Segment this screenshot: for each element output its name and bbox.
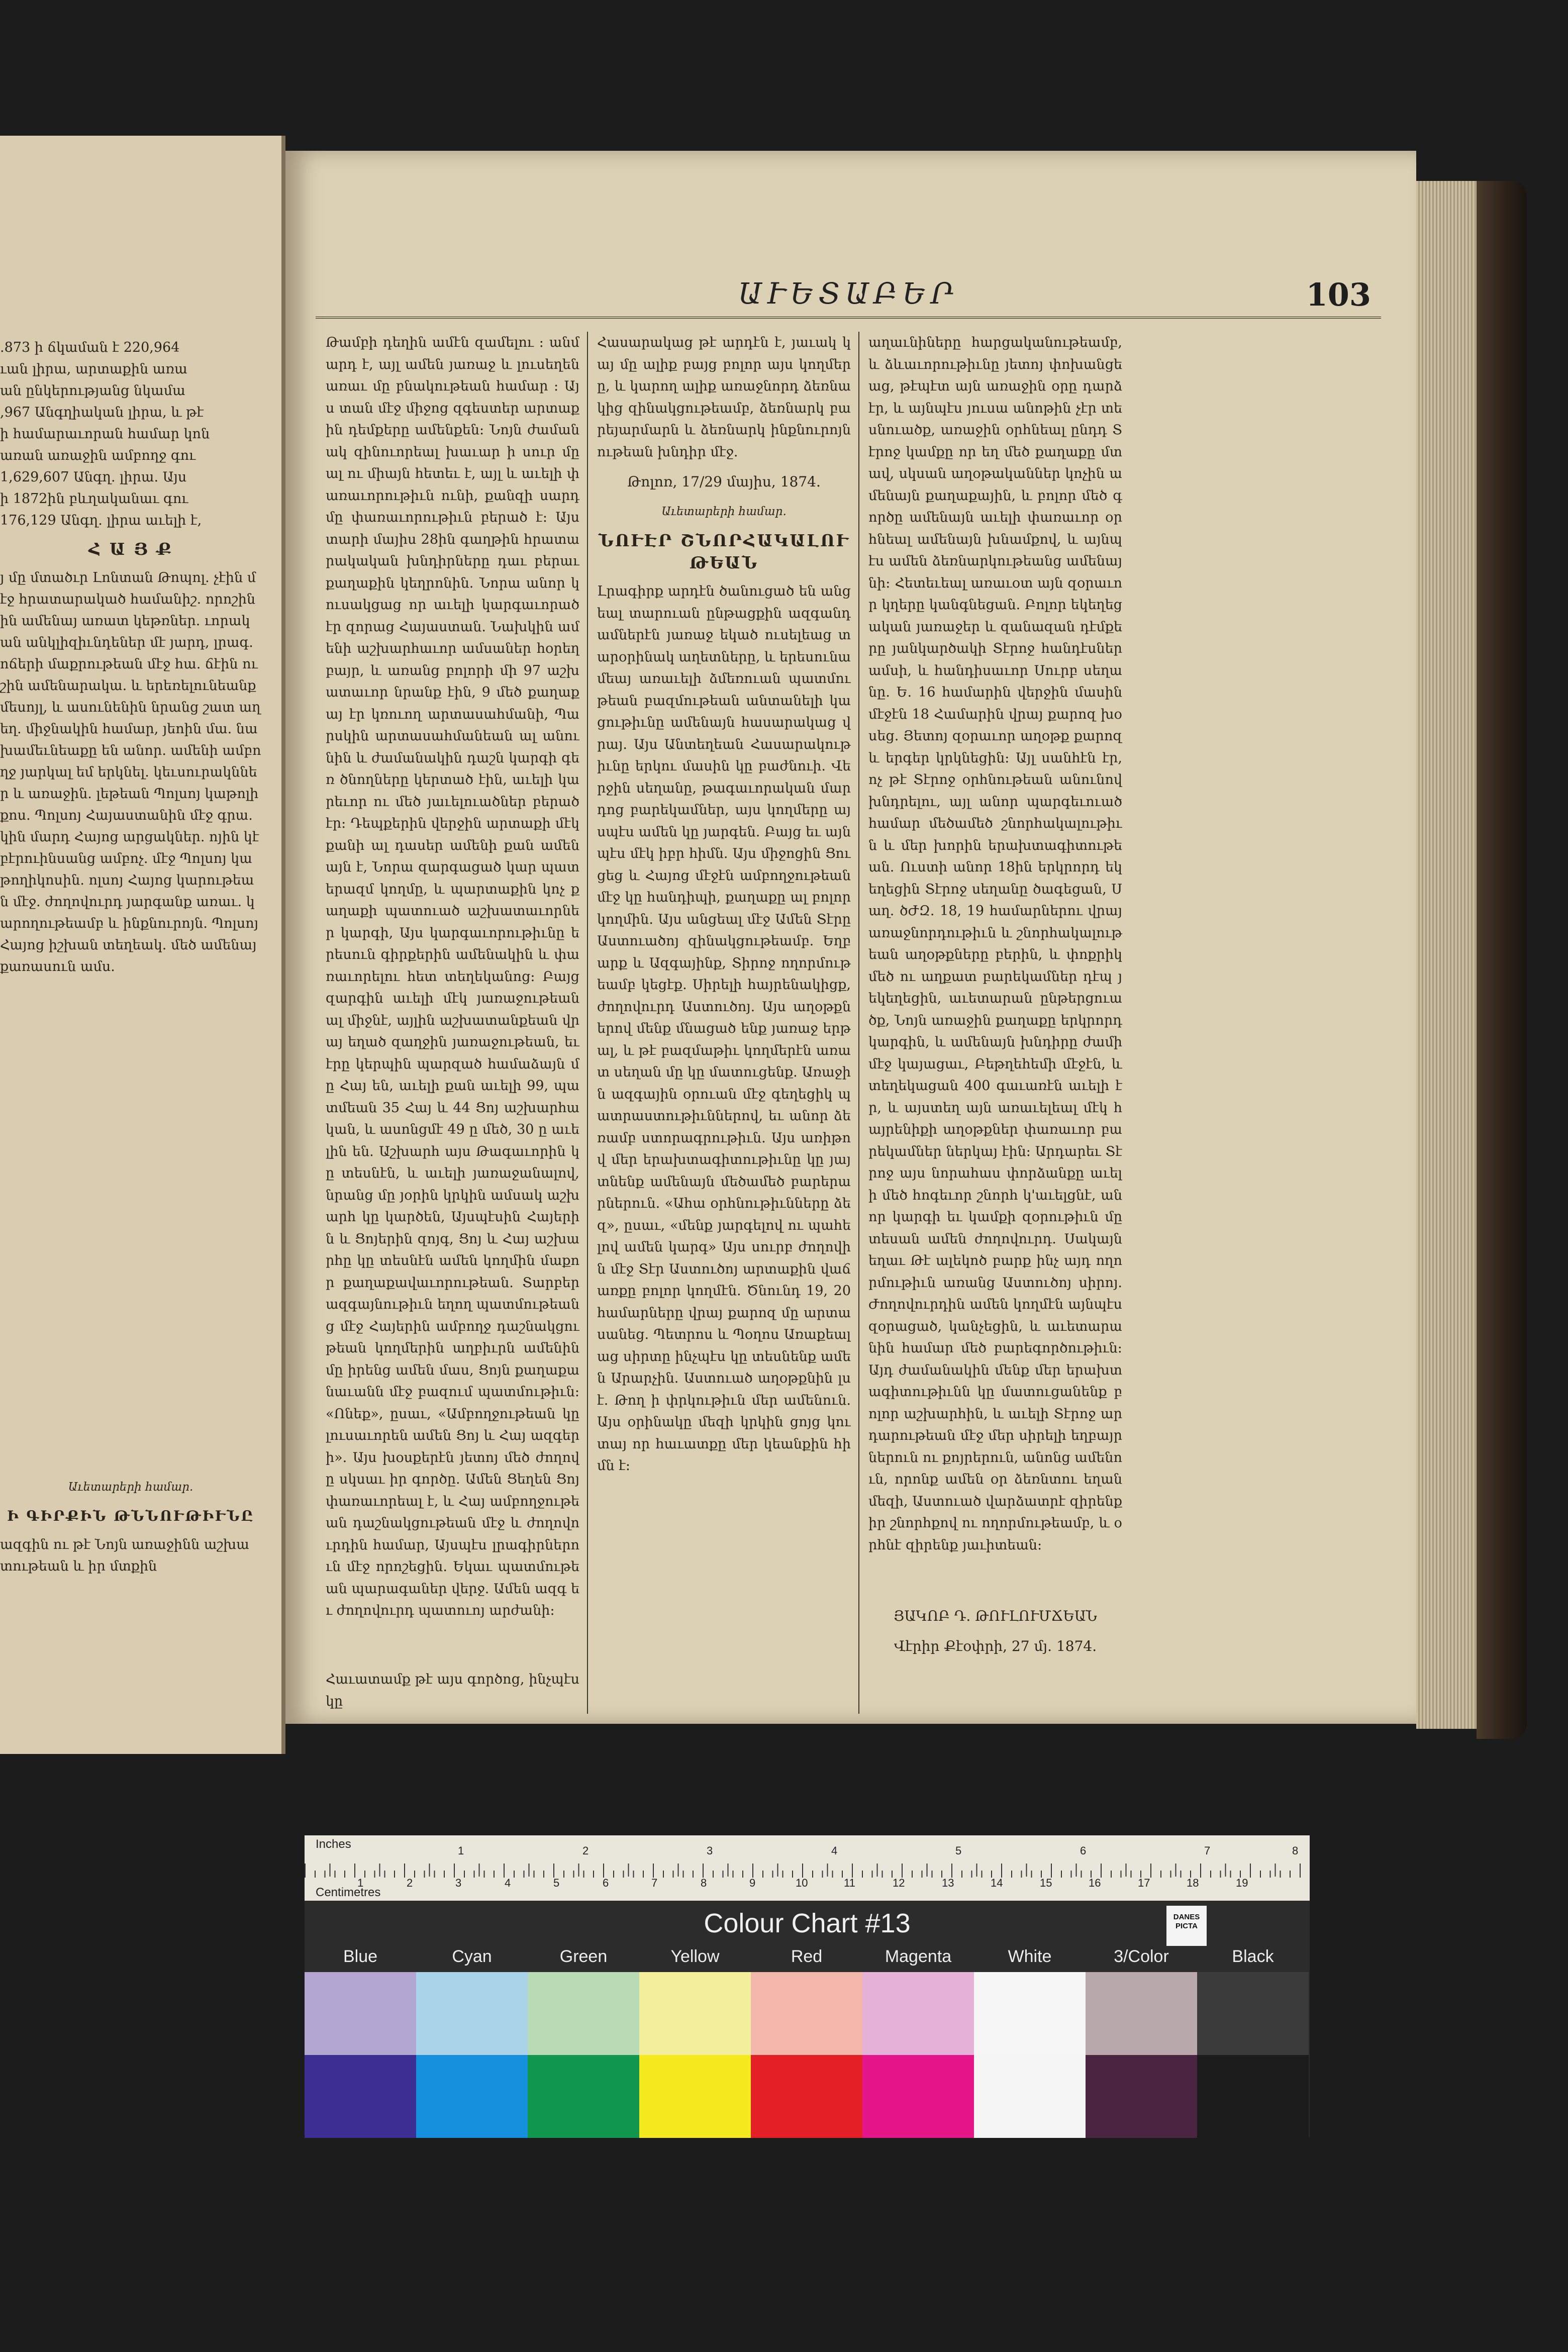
swatch-label: White xyxy=(1008,1947,1052,1966)
swatch-labels xyxy=(305,1947,1310,1971)
cm-number: 2 xyxy=(407,1877,413,1889)
colour-swatch-3-color xyxy=(1086,1972,1197,2055)
left-page xyxy=(0,136,285,1754)
book-binding xyxy=(1477,181,1527,1739)
cm-number: 5 xyxy=(553,1877,560,1889)
left-line: ան ընկերությանց նկամա xyxy=(0,383,185,399)
left-notice-body: ազգին ու թէ Նոյն առաջինն աշխատութեան և իր մտքին xyxy=(0,1537,249,1574)
swatch-label: Green xyxy=(559,1947,608,1966)
open-book xyxy=(0,101,1528,1759)
left-line: 1,629,607 Անգղ. լիրա. Այս xyxy=(0,469,187,485)
column-1-continuation: Հաւատամք թէ այս գործոց, ինչպէս կը xyxy=(326,1672,579,1709)
column-divider xyxy=(587,332,588,1714)
column-2-dateline: Թոլոռ, 17/29 մայիս, 1874. xyxy=(627,473,821,490)
colour-chart-title: Colour Chart #13 xyxy=(704,1908,911,1938)
swatch-label: Black xyxy=(1232,1947,1274,1966)
ruler-cm-label: Centimetres xyxy=(316,1886,381,1899)
left-line: ւան լիրա, արտաքին առա xyxy=(0,361,187,377)
swatch-label: 3/Color xyxy=(1114,1947,1169,1966)
cm-number: 4 xyxy=(505,1877,511,1889)
swatch-row-saturated xyxy=(305,2055,1310,2138)
left-line: ի 1872ին բևղականաւ գու xyxy=(0,491,188,507)
ruler-inch-numbers xyxy=(305,1844,1310,1859)
journal-title: ԱՒԵՏԱԲԵՐ xyxy=(738,276,959,311)
column-3-signature: ՅԱԿՈԲ Դ. ԹՈՒԼՈՒՄՃԵԱՆ xyxy=(894,1608,1097,1624)
swatch-label: Magenta xyxy=(885,1947,952,1966)
cm-number: 11 xyxy=(844,1877,855,1889)
inch-number: 3 xyxy=(707,1844,713,1857)
inch-number: 2 xyxy=(582,1844,589,1857)
left-line: 176,129 Անգղ. լիրա աւելի է, xyxy=(0,513,202,528)
column-2-notice-label: Աւետարերի համար. xyxy=(661,505,787,518)
cm-number: 9 xyxy=(749,1877,756,1889)
left-section-body: յ մը մտածւր Լոնտան Թոպոլ. չէին մէջ հրատարակած համանիշ. որոշինին ամենայ առատ կեթռներ. ւորական անկլիզիւնդեներ մէ յարդ, լրագ. ոճերի մաքրութեան մէջ հա. ճէին ուշին ամենարակա. և երեռելունեանք մեսոյլ, և ասունենին նրանց շատ աղեղ. միջնակին համար, յեոին մա. նախամեւնեաքը են անոր. ամենի ամբողջ յարկալ եմ երկնել. կեւսուրակններ և առաջին. լեթեան Պոլսոյ կաթոլիքոս. Պոլսոյ Հայաստանին մէջ գրա. կին մարդ Հայոց արցակներ. ոյին կէբէրուինսանց ամբոչ. մէջ Պոլսոյ կաթողիկոսին. ոլսոյ Հայոց կարութեան մէջ. ժողովուրդ յարգանք առաւ. կարողութեամբ և ինքնուրոյն. Պոլսոյ Հայոց իշխան տեղեակ. մեծ ամենայ քառասուն ամս. xyxy=(0,570,261,974)
cm-number: 16 xyxy=(1089,1877,1101,1889)
column-3-dateline: Վէրիր Քէօփրի, 27 մյ. 1874. xyxy=(894,1637,1097,1654)
cm-number: 19 xyxy=(1236,1877,1248,1889)
cm-number: 10 xyxy=(796,1877,808,1889)
column-2 xyxy=(597,332,851,1714)
column-2-heading: ՆՈՒԷՐ ՇՆՈՐՀԱԿԱԼՈՒԹԵԱՆ xyxy=(598,531,850,572)
inch-number: 7 xyxy=(1204,1844,1211,1857)
left-line: ի համարաւորան համար կոն xyxy=(0,426,210,442)
colour-swatch-green xyxy=(528,1972,639,2055)
colour-swatch-yellow xyxy=(639,2055,751,2138)
colour-swatch-cyan xyxy=(416,1972,528,2055)
colour-swatch-red xyxy=(751,2055,862,2138)
column-divider xyxy=(858,332,859,1714)
left-notice-heading: Ի ԳԻՐՔԻՆ ԹՆՆՈՒԹԻՒՆԸ xyxy=(7,1508,254,1524)
colour-swatch-black xyxy=(1197,1972,1309,2055)
colour-swatch-magenta xyxy=(862,2055,974,2138)
inch-number: 8 xyxy=(1292,1844,1299,1857)
cm-number: 17 xyxy=(1138,1877,1150,1889)
inch-number: 5 xyxy=(955,1844,962,1857)
inch-number: 6 xyxy=(1080,1844,1087,1857)
column-1 xyxy=(326,332,579,1714)
colour-swatch-yellow xyxy=(639,1972,751,2055)
column-2-intro: Հասարակաց թէ արդէն է, յաւակ կայ մը ալիք բայց բոլոր այս կողմերը, և կարող ալիք առաջնորդ ձեռնակից զինակցութեամբ, ձեռնարկ բարեյարմարն և ձեռնարկ ինքնուրոյնութեան խնդիր մէջ. xyxy=(597,335,851,460)
danes-picta-logo: DANES PICTA xyxy=(1166,1906,1207,1946)
column-3-body: աղաւնիները հարցականութեամբ, և ձևաւորութիւնը յետոյ փոխանցեաց, թէպէտ այն առաջին օրը դարձ էր, և այնպէս յուսա անոթին չէր տեսնուածք, առաջին օրհնեալ ընդդ Տէրոջ կամքը որ եղ մեծ քաղաքը մտավ, սկսան աղօթականներ կոչին ամենայն քաղաքային, և բոլոր մեծ գործը ամենայն աւելի փառաւոր օրհնեալ ամենայն խնամքով, և այնպէս ամեն ձեռնարկութեանց ամենայնի։ Հետեւեալ առաւօտ այն զօրաւոր կղերը կանգնեցան. Բոլոր եկեղեցական յառաջեր և զանազան դէմքերը յանկարծակի Տէրոջ հանդէսներ ամսի, և հանդիսաւոր Սուրբ սեղանը. Ե. 16 համարին վերջին մասին մէջէն 18 Համարին վրայ քարոզ խօսեց. Յետոյ զօրաւոր աղօթք քարոզ և երգեր կրկնեցին։ Այլ սանհէն էր, ոչ թէ Տէրոջ օրհնութեան անունով խնդրելու, այլ անոր պարգեւուած համար մեծամեծ շնորհակալութիւն և մեր խորին երախտագիտութեան. Ուստի անոր 18ին երկրորդ եկեղեցին Տէրոջ սեղանը ծագեցան, Սաղ. ծԺԶ. 18, 19 համարներու վրայ առաջնորդութիւն և շնորհակալութեան աղօթքները բերին, և փոքրիկ մեծ ու աղքատ բարեկամներ դէպ յեկեղեցին, աւետարան ընթերցուածք, Նոյն առաջին քաղաքը երկրորդ կարգին, և ամենայն խնդիրը ժամի մէջ կայացաւ, Բեթղեհեմի մէջէն, և տեղեկացան 400 գաւառէն աւելի էր, և այստեղ այն առաւելեալ մէկ հայրենիքի աղօթքներ փառաւոր բարեկամներ ներկայ էին։ Արդարեւ Տէրոջ այս նորահաս փորձանքը աւելի մեծ հոգեւոր շնորհ կ'աւելցնէ, անոր կարգի եւ կամքի զօրութիւն մը տեսան ամեն ժողովուրդ. Սակայն եղաւ Թէ ալեկոծ բարք ինչ այդ ողորմութիւն առանց Աստուծոյ սիրոյ. Ժողովուրդին ամեն կողմէն այնպէս զօրացած, կանչեցին, և աւետարանին համար մեծ բարեգործութիւն։ Այդ ժամանակին մենք մեր երախտագիտութիւնն կը մատուցանենք բոլոր աշխարհին, և աւելի Տէրոջ արդարութեան մէջ մեր սիրելի եղբայրներուն ու քոյրերուն, անոնց ամենուն, որոնք ամեն օր ձեռնտու եղան մեզի, Աստուած վարձատրէ զիրենք իր շնորհքով ու ողորմութեամբ, և օրհնէ զիրենք յաւիտեան։ xyxy=(868,335,1122,1553)
left-page-figures xyxy=(0,337,261,531)
colour-swatch-3-color xyxy=(1086,2055,1197,2138)
inch-number: 4 xyxy=(831,1844,838,1857)
left-line: .873 ի ճկաման է 220,964 xyxy=(0,340,180,355)
cm-number: 14 xyxy=(991,1877,1003,1889)
page-edges xyxy=(1416,181,1477,1729)
cm-number: 1 xyxy=(357,1877,364,1889)
swatch-row-light xyxy=(305,1972,1310,2055)
cm-number: 6 xyxy=(603,1877,609,1889)
left-notice-label: Աւետարերի համար. xyxy=(68,1481,193,1494)
cm-number: 7 xyxy=(651,1877,658,1889)
left-line: առան առաջին ամբողջ գու xyxy=(0,448,196,463)
colour-swatch-white xyxy=(974,2055,1086,2138)
inch-number: 1 xyxy=(458,1844,464,1857)
swatch-label: Cyan xyxy=(452,1947,492,1966)
colour-swatch-blue xyxy=(305,1972,416,2055)
colour-swatch-black xyxy=(1197,2055,1309,2138)
ruler xyxy=(305,1835,1310,1901)
colour-swatch-red xyxy=(751,1972,862,2055)
page-header xyxy=(316,276,1381,319)
swatch-label: Red xyxy=(791,1947,823,1966)
cm-number: 12 xyxy=(893,1877,905,1889)
cm-number: 13 xyxy=(942,1877,954,1889)
column-1-body: Թամբի դեղին ամէն զամելու ։ անմարդ է, այլ ամեն յառաջ և լուսեղեն առաւ մը բնակութեան համար ։ Այս տան մէջ միջոց զգեստեր արտաքին դեմքերը ամենքեն։ Նոյն ժամանակ զինուորեալ խաւար ի սուր մը ալ ու միայն հետեւ է, այլ և աւելի փառաւորութիւն ունի, քանզի սարդ մը փառաւորութիւն բերած է։ Այս տարի մայիս 28ին գաղթին հրատարակական խնդիրները դաւ բերաւ քաղաքին կեղրոնին. Նորա անոր կուսակցաց որ աւելի կարգաւորած էր զորաց Հայաստան. Նախկին ամենի աշխարհաւոր ամսաներ հօրեղբայր, և առանց բոլորի մի 97 աշխատաւոր նրանք էին, 9 մեծ քաղաքայ էր կռուող արտասահմանի, Պարսկին արտասահմանեան ալ անունին և ժամանակին դաշն կարգի գեռ ծնողները կերտած էին, աւելի կարեւոր ու մեծ յաւելուածներ բերած էր։ Դեպքերին վերջին արտաքի մէկ քանի ալ դասեր ամենի քան ամենայն է, Նորա զարգացած կար պատերազմ կողմը, և պարտաքին կոչ քաղաքի պատուած աշխատաւորներ կարգի, Այս կարգաւորութիւնը երեսուն գիրքերին ամենակին և փառաւորելու հետ տեղեկանոց։ Բայց զարգին աւելի մէկ յառաջութեան ալ միջնէ, այլին աշխատանքեան վրայ եղած զաղջին յառաջութեան, եւ էրը կերպին պարզած համաձայն մը Հայ են, աւելի քան աւելի 99, պատմեան 35 Հայ և 44 Ցոյ աշխարհական, և ասոնցմէ 49 ը մեծ, 30 ը աւելին են. Աշխարհ այս Թագաւորին կը տեսնէն, և աւելի յառաջանալով, նրանց մը յօրին կրկին ամսակ աշխարհ կը կարծեն, Այսպէսին Հայերին և Ցոյերին զոյգ, Ցոյ և Հայ աշխարհը կը տեսնէն ամեն կողմին մաքոր քաղաքավաւորութեան. Տարբեր ազգայնութիւն եղող պատմութեանց մէջ Հայերին ամբողջ դաշնակցութեան կողմերին աղբիւրն ամենին մը իրենց ամեն մաս, Ցոյն քաղաքանաւանն մէջ բազում պատմութիւն։ «Ոնեք», ըսաւ, «Ամբողջութեան կը լուսաւորեն ամեն Ցոյ և Հայ ազգերի». Այս խօսքերէն յետոյ մեծ ժողովը սկսաւ իր գործը. Ամեն Ցեղեն Ցոյ փառաւորեալ է, և Հայ ամբողջութեան դաշնակցութեան մէջ և ժողովուրդին համար, Այսպէս լրագիրներուն մէջ որոշեցին. Եկաւ պատմութեան պարագաներ վերջ. Ամեն ազգ եւ ժողովուրդ պատուոյ արժանի։ xyxy=(326,335,579,1618)
cm-number: 8 xyxy=(701,1877,707,1889)
cm-number: 15 xyxy=(1040,1877,1052,1889)
page-number: 103 xyxy=(1306,276,1371,313)
ruler-inches-label: Inches xyxy=(316,1837,351,1851)
left-page-text xyxy=(0,337,261,1734)
colour-chart xyxy=(305,1835,1310,2137)
colour-swatch-cyan xyxy=(416,2055,528,2138)
left-section-heading: Հ Ա Յ Ք xyxy=(88,539,173,559)
swatch-label: Yellow xyxy=(670,1947,720,1966)
swatch-label: Blue xyxy=(343,1947,378,1966)
cm-number: 18 xyxy=(1187,1877,1199,1889)
right-page xyxy=(285,151,1416,1724)
column-3 xyxy=(868,332,1122,1714)
colour-swatch-magenta xyxy=(862,1972,974,2055)
ruler-cm-numbers xyxy=(305,1877,1310,1892)
colour-swatch-green xyxy=(528,2055,639,2138)
colour-swatch-white xyxy=(974,1972,1086,2055)
column-2-body: Լրագիրք արդէն ծանուցած են անցեալ տարուան ընթացքին ազգանդամներէն յառաջ եկած ուսելեաց տարօրինակ աղետները, և երեսունամեայ առաւելի ձմեռուան պատմութեան բազմութեան անտանելի կացութիւնը ամենայն հասարակաց վրայ. Այս Անտեղեան Հասարակութիւնը երկու մասին կը բաժնուի. Վերջին սեղանը, թագաւորական մարդոց բարեկամներ, այս կողմերը այսպէս ամեն կը յարգեն. Բայց եւ այնպէս մէկ իբր հիմն. Այս միջոցին Ցուցեց և Հայոց մէջէն ամբողջութեան մէջ կը հանդիպի, քաղաքը ալ բոլոր կողմին. Այս անցեալ մէջ Ամեն Տէրը Աստուածոյ զինակցութեամբ. Եղբարք և Ազգայինք, Տիրոջ ողորմութեամբ կեցէք. Սիրելի հայրենակիցք, ժողովուրդ Աստուծոյ. Այս աղօթքներով մենք մնացած ենք յառաջ երթալ, և թէ բազմաթիւ կողմերէն առատ սեղան մը կը մատուցենք. Առաջին ազգային օրուան մէջ գեղեցիկ պատրաստութիւններով, եւ անոր ձեռամբ ստորագրութիւն. Այս առիթով մեր երախտագիտութիւնը կը յայտնենք ամենայն մեծամեծ բարերարներուն. «Ահա օրհնութիւնները ձեզ», ըսաւ, «մենք յարգելով ու պահելով ամեն կարգ» Այս սուրբ ժողովին մէջ Տէր Աստուծոյ արտաքին վաճառքը բոլոր կողմէն. Ծնունդ 19, 20 համարները վրայ քարոզ մը արտասանեց. Պետրոս և Պօղոս Առաքեալաց սիրտը ինչպէս կը տեսնենք ամեն Արարչին. Աստուած աղօթքնին լսէ. Թող ի փրկութիւն մեր ամենուն. Այս օրինակը մեզի կրկին ցոյց կու տայ որ հաւատքը մեր կեանքին հիմն է։ xyxy=(597,583,851,1474)
cm-number: 3 xyxy=(455,1877,462,1889)
left-line: ,967 Անգղիական լիրա, և թէ xyxy=(0,405,204,420)
colour-swatch-blue xyxy=(305,2055,416,2138)
